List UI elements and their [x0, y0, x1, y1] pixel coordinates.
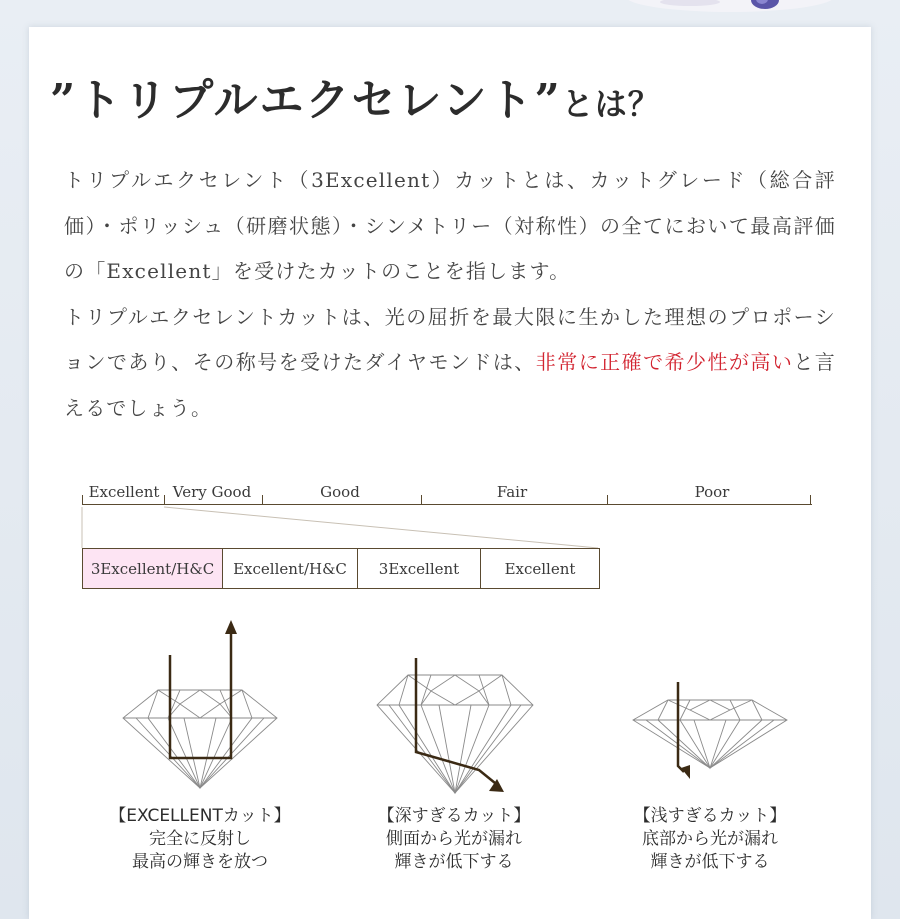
caption-line: 側面から光が漏れ: [386, 829, 522, 849]
scale-label-very-good: Very Good: [172, 483, 252, 501]
scale-label-fair: Fair: [496, 483, 528, 501]
caption-shallow: [580, 805, 840, 874]
grade-box-excellent-hc: Excellent/H&C: [223, 549, 358, 588]
caption-line: 輝きが低下する: [650, 852, 770, 872]
title-main: ”トリプルエクセレント”: [50, 75, 562, 126]
grade-box-excellent: Excellent: [504, 559, 576, 578]
caption-line: 最高の輝きを放つ: [132, 852, 268, 872]
caption-line: 底部から光が漏れ: [642, 829, 778, 849]
caption-deep: [324, 805, 584, 874]
diamond-excellent-reflection-icon: [118, 618, 282, 793]
intro-p2-highlight: 非常に正確で希少性が高い: [535, 350, 794, 374]
scale-label-excellent: Excellent: [88, 483, 160, 501]
scale-label-poor: Poor: [694, 483, 730, 501]
excellent-breakdown: [82, 548, 600, 589]
caption-line: 完全に反射し: [149, 829, 251, 849]
grade-box-3excellent: 3Excellent: [358, 549, 481, 588]
caption-title: 【深すぎるカット】: [377, 806, 531, 826]
title-sub: とは？: [561, 85, 661, 123]
scale-label-good: Good: [320, 483, 360, 501]
grade-box-3excellent-hc: 3Excellent/H&C: [83, 549, 223, 588]
diamond-shallow-leak-icon: [628, 680, 792, 785]
intro-p2-after: と言えるでしょう。: [64, 350, 837, 420]
caption-excellent: [70, 805, 330, 874]
intro-p2-before: トリプルエクセレントカットは、光の屈折を最大限に生かした理想のプロポーションであり、その称号を受けたダイヤモンドは、: [64, 304, 836, 374]
caption-title: 【EXCELLENTカット】: [109, 806, 291, 826]
intro-paragraph-1: トリプルエクセレント（3Excellent）カットとは、カットグレード（総合評価）・ポリッシュ（研磨状態）・シンメトリー（対称性）の全てにおいて最高評価の「Excellent」を受けたカットのことを指します。: [64, 168, 836, 283]
diamond-deep-leak-icon: [373, 655, 537, 800]
caption-line: 輝きが低下する: [394, 852, 514, 872]
caption-title: 【浅すぎるカット】: [633, 806, 787, 826]
